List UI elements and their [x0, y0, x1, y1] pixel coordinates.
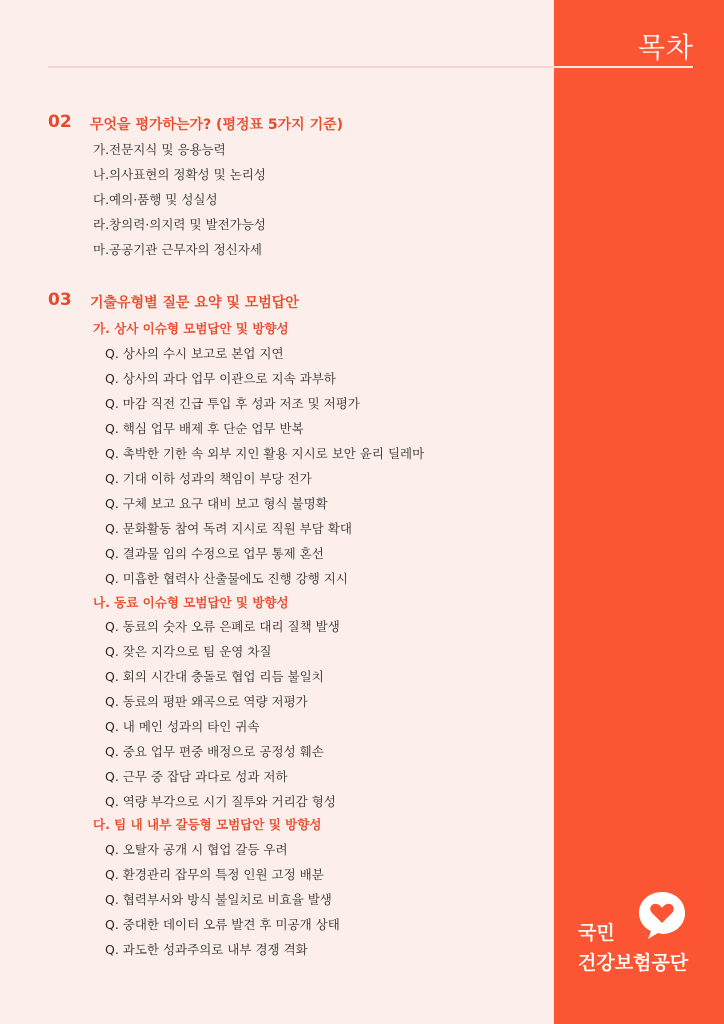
list-item: Q. 근무 중 잡담 과다로 성과 저하: [105, 769, 288, 784]
list-item: Q. 핵심 업무 배제 후 단순 업무 반복: [105, 421, 304, 436]
group-label: 다. 팀 내 내부 갈등형 모범답안 및 방향성: [93, 817, 322, 832]
list-item: Q. 잦은 지각으로 팀 운영 차질: [105, 644, 272, 659]
list-item: Q. 동료의 숫자 오류 은폐로 대리 질책 발생: [105, 619, 340, 634]
group-label: 나. 동료 이슈형 모범답안 및 방향성: [93, 595, 289, 610]
list-item: Q. 협력부서와 방식 불일치로 비효율 발생: [105, 892, 332, 907]
list-item: Q. 촉박한 기한 속 외부 지인 활용 지시로 보안 윤리 딜레마: [105, 446, 425, 461]
list-item: Q. 문화활동 참여 독려 지시로 직원 부담 확대: [105, 521, 352, 536]
page-title: 목차: [637, 31, 694, 64]
list-item: Q. 역량 부각으로 시기 질투와 거리감 형성: [105, 794, 336, 809]
list-item: 마.공공기관 근무자의 정신자세: [93, 242, 262, 257]
list-item: Q. 회의 시간대 충돌로 협업 리듬 불일치: [105, 669, 324, 684]
list-item: 나.의사표현의 정확성 및 논리성: [93, 167, 266, 182]
list-item: Q. 동료의 평판 왜곡으로 역량 저평가: [105, 694, 308, 709]
section-02-title: 무엇을 평가하는가? (평정표 5가지 기준): [90, 117, 344, 133]
list-item: Q. 환경관리 잡무의 특정 인원 고정 배분: [105, 867, 324, 882]
list-item: Q. 내 메인 성과의 타인 귀속: [105, 719, 260, 734]
section-03-number: 03: [48, 290, 72, 310]
list-item: Q. 구체 보고 요구 대비 보고 형식 불명확: [105, 496, 328, 511]
list-item: Q. 기대 이하 성과의 책임이 부당 전가: [105, 471, 312, 486]
list-item: Q. 중대한 데이터 오류 발견 후 미공개 상태: [105, 917, 340, 932]
logo-line-1: 국민: [578, 922, 615, 944]
list-item: Q. 마감 직전 긴급 투입 후 성과 저조 및 저평가: [105, 396, 360, 411]
section-03-title: 기출유형별 질문 요약 및 모범답안: [90, 295, 299, 311]
list-item: Q. 과도한 성과주의로 내부 경쟁 격화: [105, 942, 308, 957]
section-02-number: 02: [48, 112, 72, 132]
list-item: Q. 미흡한 협력사 산출물에도 진행 강행 지시: [105, 571, 348, 586]
logo-text: [578, 918, 688, 978]
list-item: Q. 상사의 과다 업무 이관으로 지속 과부하: [105, 371, 336, 386]
header-divider-accent: [554, 66, 693, 68]
list-item: 다.예의·품행 및 성실성: [93, 192, 218, 207]
logo: [578, 890, 708, 980]
list-item: 라.창의력·의지력 및 발전가능성: [93, 217, 266, 232]
logo-line-2: 건강보험공단: [578, 952, 689, 974]
list-item: 가.전문지식 및 응용능력: [93, 142, 226, 157]
list-item: Q. 상사의 수시 보고로 본업 지연: [105, 346, 284, 361]
list-item: Q. 중요 업무 편중 배정으로 공정성 훼손: [105, 744, 324, 759]
sidebar-panel: [554, 0, 724, 1024]
list-item: Q. 결과물 임의 수정으로 업무 통제 혼선: [105, 546, 324, 561]
group-label: 가. 상사 이슈형 모범답안 및 방향성: [93, 321, 289, 336]
list-item: Q. 오탈자 공개 시 협업 갈등 우려: [105, 842, 288, 857]
